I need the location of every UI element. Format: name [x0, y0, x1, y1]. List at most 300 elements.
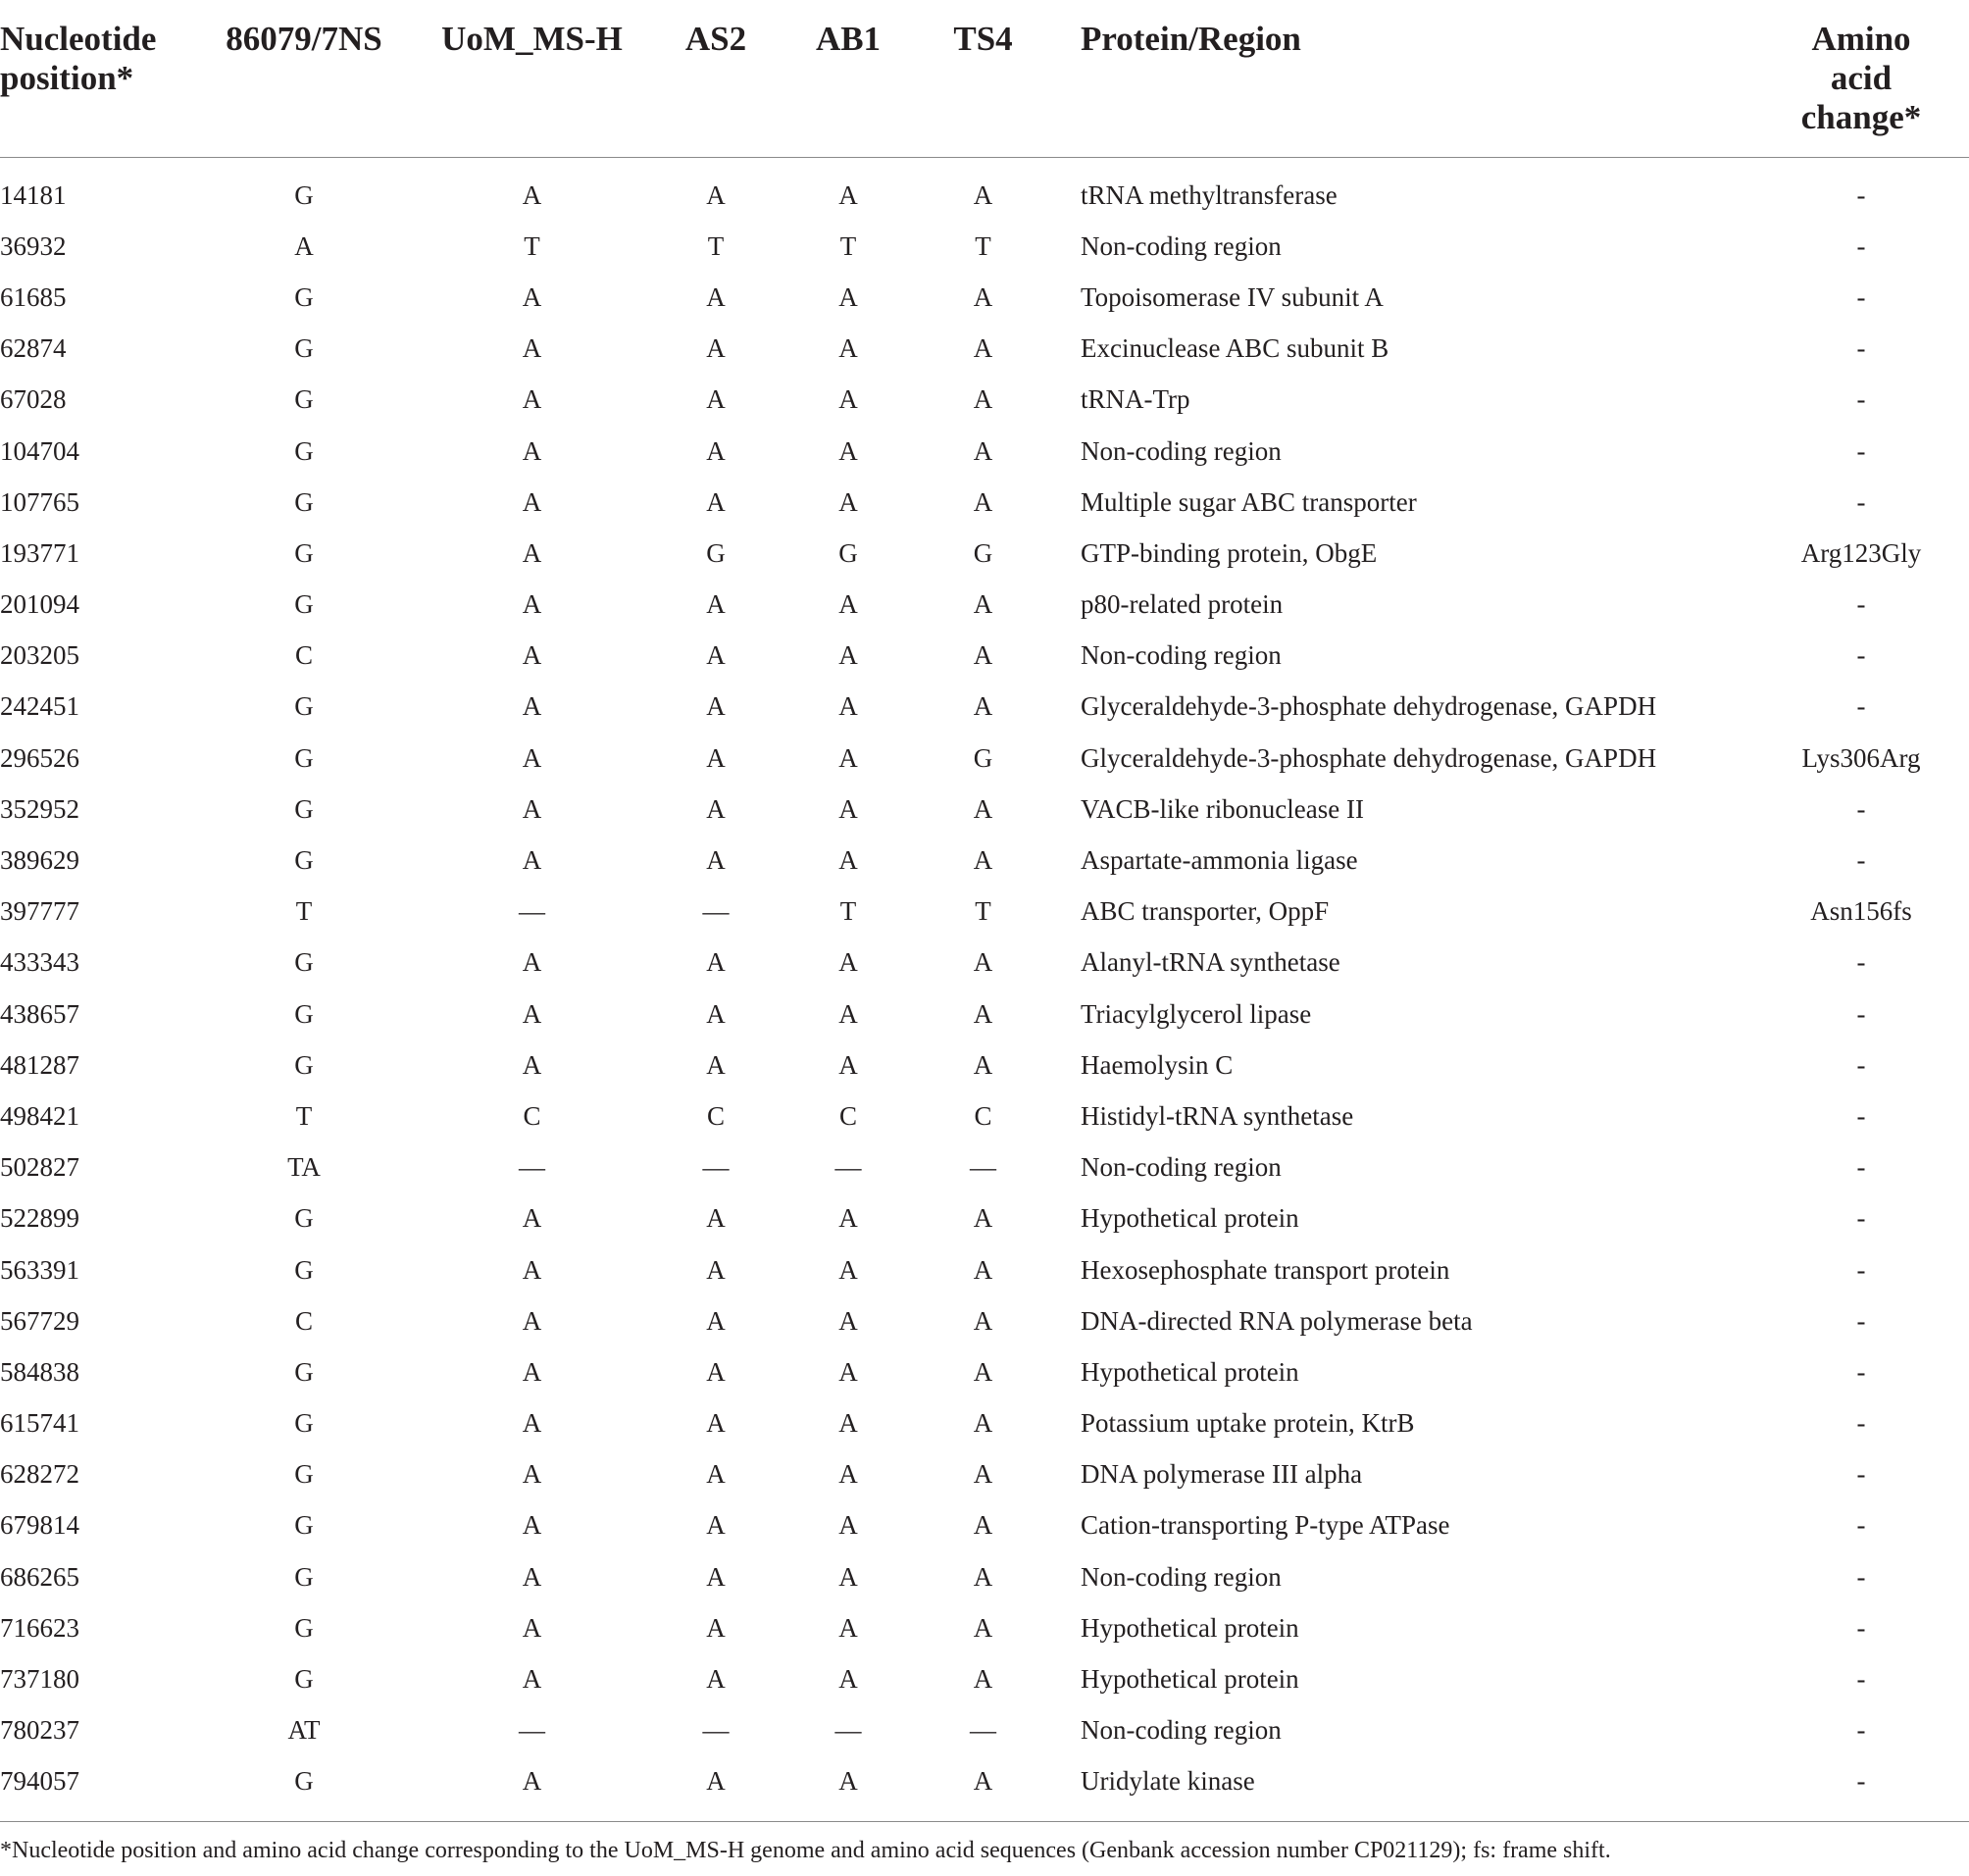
- cell-86079-7ns: C: [294, 640, 313, 671]
- cell-protein-region: Aspartate-ammonia ligase: [1081, 845, 1358, 876]
- cell-amino-acid-change: -: [1856, 1561, 1866, 1592]
- cell-86079-7ns: G: [294, 333, 314, 364]
- table-row: [0, 1193, 1969, 1244]
- table-row: [0, 1346, 1969, 1397]
- cell-ts4: G: [973, 742, 993, 773]
- cell-position: 242451: [0, 691, 79, 722]
- cell-ts4: A: [973, 179, 993, 210]
- table-row: [0, 1756, 1969, 1822]
- cell-ts4: A: [973, 589, 993, 620]
- cell-position: 498421: [0, 1100, 79, 1131]
- cell-as2: A: [706, 1408, 726, 1439]
- cell-86079-7ns: TA: [287, 1152, 321, 1183]
- cell-position: 438657: [0, 998, 79, 1029]
- cell-uom-ms-h: A: [522, 998, 542, 1029]
- cell-86079-7ns: G: [294, 179, 314, 210]
- cell-protein-region: Hypothetical protein: [1081, 1612, 1299, 1643]
- cell-ab1: A: [838, 1510, 858, 1541]
- cell-ts4: A: [973, 1459, 993, 1490]
- table-row: [0, 426, 1969, 477]
- cell-as2: A: [706, 845, 726, 876]
- cell-protein-region: Uridylate kinase: [1059, 1756, 1753, 1822]
- header-as2: AS2: [642, 12, 789, 158]
- cell-protein-region: Hexosephosphate transport protein: [1081, 1254, 1450, 1285]
- table-row: [0, 324, 1969, 375]
- table-row: [0, 1602, 1969, 1653]
- cell-position: 107765: [0, 486, 79, 517]
- cell-uom-ms-h: A: [522, 1561, 542, 1592]
- cell-86079-7ns: G: [294, 1561, 314, 1592]
- table-row: [0, 477, 1969, 528]
- cell-amino-acid-change: -: [1856, 179, 1866, 210]
- cell-ts4: A: [973, 1254, 993, 1285]
- cell-amino-acid-change: -: [1856, 1254, 1866, 1285]
- cell-amino-acid-change: -: [1856, 1715, 1866, 1746]
- cell-amino-acid-change: -: [1856, 793, 1866, 824]
- cell-amino-acid-change: -: [1856, 1203, 1866, 1234]
- cell-as2: A: [706, 1254, 726, 1285]
- cell-ts4: T: [975, 896, 991, 927]
- cell-ab1: A: [838, 1254, 858, 1285]
- cell-uom-ms-h: A: [522, 589, 542, 620]
- cell-position: 67028: [0, 384, 67, 415]
- cell-position: 104704: [0, 435, 79, 466]
- cell-position: 615741: [0, 1408, 79, 1439]
- cell-ts4: A: [973, 486, 993, 517]
- table-row: [0, 784, 1969, 835]
- cell-ts4: A: [973, 1305, 993, 1336]
- header-ts4: TS4: [907, 12, 1059, 158]
- cell-position: 737180: [0, 1664, 79, 1695]
- cell-86079-7ns: A: [294, 230, 314, 261]
- cell-ts4: A: [973, 1408, 993, 1439]
- cell-amino-acid-change: -: [1856, 333, 1866, 364]
- cell-ts4: A: [973, 1510, 993, 1541]
- header-amino-acid-change: Amino acid change*: [1753, 12, 1969, 158]
- snp-table-container: [0, 12, 1969, 1822]
- cell-86079-7ns: G: [186, 1756, 422, 1822]
- cell-as2: A: [706, 1612, 726, 1643]
- table-row: [0, 887, 1969, 938]
- cell-ts4: A: [973, 947, 993, 978]
- cell-ab1: G: [838, 537, 858, 568]
- cell-ab1: A: [838, 435, 858, 466]
- cell-86079-7ns: G: [294, 1203, 314, 1234]
- cell-ab1: A: [838, 1612, 858, 1643]
- cell-as2: —: [702, 1715, 730, 1746]
- header-nucleotide-position: Nucleotide position*: [0, 12, 186, 158]
- cell-protein-region: Glyceraldehyde-3-phosphate dehydrogenase, GAPDH: [1081, 742, 1657, 773]
- cell-amino-acid-change: Lys306Arg: [1801, 742, 1921, 773]
- cell-position: 522899: [0, 1203, 79, 1234]
- table-row: [0, 631, 1969, 682]
- cell-amino-acid-change: -: [1856, 589, 1866, 620]
- table-row: [0, 733, 1969, 784]
- cell-position: 397777: [0, 896, 79, 927]
- cell-86079-7ns: T: [295, 896, 313, 927]
- cell-ab1: T: [839, 896, 857, 927]
- cell-ts4: A: [973, 1356, 993, 1387]
- cell-protein-region: Excinuclease ABC subunit B: [1081, 333, 1389, 364]
- cell-amino-acid-change: -: [1856, 435, 1866, 466]
- cell-uom-ms-h: —: [519, 1715, 545, 1746]
- table-row: [0, 580, 1969, 631]
- cell-amino-acid-change: -: [1856, 1152, 1866, 1183]
- cell-ab1: —: [834, 1152, 862, 1183]
- cell-amino-acid-change: -: [1856, 1356, 1866, 1387]
- cell-uom-ms-h: C: [523, 1100, 541, 1131]
- table-row: [0, 989, 1969, 1039]
- cell-as2: A: [706, 435, 726, 466]
- cell-86079-7ns: C: [294, 1305, 313, 1336]
- cell-as2: A: [706, 1510, 726, 1541]
- cell-as2: A: [706, 793, 726, 824]
- cell-ab1: A: [838, 1664, 858, 1695]
- table-row: [0, 1142, 1969, 1193]
- cell-ts4: A: [973, 998, 993, 1029]
- cell-as2: G: [706, 537, 726, 568]
- cell-position: 14181: [0, 179, 67, 210]
- cell-position: 563391: [0, 1254, 79, 1285]
- cell-position: 780237: [0, 1715, 79, 1746]
- cell-as2: A: [706, 333, 726, 364]
- cell-protein-region: Non-coding region: [1081, 435, 1282, 466]
- cell-ab1: A: [838, 1561, 858, 1592]
- cell-as2: A: [706, 486, 726, 517]
- cell-ts4: A: [973, 845, 993, 876]
- cell-uom-ms-h: T: [524, 230, 540, 261]
- cell-amino-acid-change: -: [1856, 947, 1866, 978]
- cell-uom-ms-h: A: [522, 1612, 542, 1643]
- cell-amino-acid-change: -: [1753, 1756, 1969, 1822]
- cell-ab1: A: [838, 384, 858, 415]
- cell-as2: A: [706, 742, 726, 773]
- cell-uom-ms-h: A: [522, 333, 542, 364]
- cell-protein-region: Haemolysin C: [1081, 1049, 1234, 1080]
- cell-86079-7ns: G: [294, 1510, 314, 1541]
- table-row: [0, 1551, 1969, 1602]
- cell-uom-ms-h: A: [522, 1305, 542, 1336]
- cell-86079-7ns: T: [295, 1100, 313, 1131]
- cell-protein-region: Histidyl-tRNA synthetase: [1081, 1100, 1354, 1131]
- cell-ab1: A: [838, 1459, 858, 1490]
- cell-as2: —: [702, 896, 730, 927]
- cell-amino-acid-change: -: [1856, 486, 1866, 517]
- cell-protein-region: Non-coding region: [1081, 1561, 1282, 1592]
- cell-uom-ms-h: A: [522, 1254, 542, 1285]
- cell-protein-region: ABC transporter, OppF: [1081, 896, 1330, 927]
- cell-amino-acid-change: -: [1856, 1305, 1866, 1336]
- cell-protein-region: tRNA-Trp: [1081, 384, 1190, 415]
- cell-ts4: T: [975, 230, 991, 261]
- cell-protein-region: DNA polymerase III alpha: [1081, 1459, 1363, 1490]
- cell-86079-7ns: G: [294, 1356, 314, 1387]
- cell-ts4: G: [973, 537, 993, 568]
- cell-uom-ms-h: A: [522, 435, 542, 466]
- cell-uom-ms-h: A: [522, 281, 542, 312]
- cell-as2: A: [706, 691, 726, 722]
- cell-position: 716623: [0, 1612, 79, 1643]
- cell-position: 193771: [0, 537, 79, 568]
- table-row: [0, 1653, 1969, 1704]
- cell-86079-7ns: G: [294, 947, 314, 978]
- cell-protein-region: Non-coding region: [1081, 1152, 1282, 1183]
- cell-uom-ms-h: —: [519, 1152, 545, 1183]
- cell-uom-ms-h: A: [522, 640, 542, 671]
- cell-ts4: C: [974, 1100, 992, 1131]
- cell-ts4: A: [973, 1612, 993, 1643]
- cell-uom-ms-h: A: [522, 1408, 542, 1439]
- cell-position: 352952: [0, 793, 79, 824]
- cell-ab1: A: [789, 1756, 907, 1822]
- cell-86079-7ns: G: [294, 1254, 314, 1285]
- cell-position: 502827: [0, 1152, 79, 1183]
- cell-ts4: —: [970, 1715, 996, 1746]
- table-row: [0, 375, 1969, 426]
- cell-ab1: A: [838, 333, 858, 364]
- cell-position: 584838: [0, 1356, 79, 1387]
- cell-position: 203205: [0, 640, 79, 671]
- header-ab1: AB1: [789, 12, 907, 158]
- cell-ab1: C: [838, 1100, 857, 1131]
- cell-protein-region: Topoisomerase IV subunit A: [1081, 281, 1384, 312]
- header-protein-region: Protein/Region: [1059, 12, 1753, 158]
- cell-ab1: T: [839, 230, 857, 261]
- header-uom-ms-h: UoM_MS-H: [422, 12, 642, 158]
- cell-protein-region: Triacylglycerol lipase: [1081, 998, 1312, 1029]
- table-row: [0, 221, 1969, 272]
- cell-ts4: A: [973, 333, 993, 364]
- cell-protein-region: Hypothetical protein: [1081, 1664, 1299, 1695]
- table-row: [0, 272, 1969, 323]
- cell-86079-7ns: G: [294, 1459, 314, 1490]
- header-86079-7ns: 86079/7NS: [186, 12, 422, 158]
- cell-as2: C: [706, 1100, 725, 1131]
- cell-ts4: A: [973, 691, 993, 722]
- cell-position: 36932: [0, 230, 67, 261]
- cell-ts4: A: [973, 1049, 993, 1080]
- cell-uom-ms-h: A: [522, 179, 542, 210]
- cell-position: 433343: [0, 947, 79, 978]
- cell-protein-region: DNA-directed RNA polymerase beta: [1081, 1305, 1473, 1336]
- cell-as2: A: [706, 640, 726, 671]
- cell-ab1: A: [838, 1408, 858, 1439]
- cell-86079-7ns: G: [294, 486, 314, 517]
- cell-uom-ms-h: A: [522, 1203, 542, 1234]
- cell-uom-ms-h: —: [519, 896, 545, 927]
- cell-position: 567729: [0, 1305, 79, 1336]
- cell-amino-acid-change: -: [1856, 1049, 1866, 1080]
- cell-ab1: A: [838, 947, 858, 978]
- cell-ab1: A: [838, 281, 858, 312]
- cell-uom-ms-h: A: [522, 793, 542, 824]
- cell-86079-7ns: G: [294, 742, 314, 773]
- cell-protein-region: tRNA methyltransferase: [1081, 179, 1338, 210]
- snp-table: [0, 12, 1969, 1822]
- cell-uom-ms-h: A: [522, 486, 542, 517]
- cell-uom-ms-h: A: [522, 845, 542, 876]
- cell-ab1: A: [838, 998, 858, 1029]
- cell-86079-7ns: G: [294, 1664, 314, 1695]
- cell-uom-ms-h: A: [422, 1756, 642, 1822]
- table-header: [0, 12, 1969, 158]
- cell-as2: A: [706, 1664, 726, 1695]
- cell-protein-region: VACB-like ribonuclease II: [1081, 793, 1364, 824]
- cell-position: 61685: [0, 281, 67, 312]
- table-row: [0, 1449, 1969, 1500]
- cell-protein-region: Potassium uptake protein, KtrB: [1081, 1408, 1415, 1439]
- table-row: [0, 938, 1969, 989]
- cell-position: 794057: [0, 1756, 186, 1822]
- cell-amino-acid-change: Asn156fs: [1810, 896, 1912, 927]
- cell-amino-acid-change: -: [1856, 1100, 1866, 1131]
- cell-ab1: A: [838, 589, 858, 620]
- cell-ts4: A: [973, 793, 993, 824]
- table-row: [0, 1295, 1969, 1346]
- cell-86079-7ns: G: [294, 1408, 314, 1439]
- table-row: [0, 158, 1969, 222]
- cell-86079-7ns: G: [294, 281, 314, 312]
- cell-uom-ms-h: A: [522, 1459, 542, 1490]
- cell-86079-7ns: G: [294, 998, 314, 1029]
- cell-protein-region: Non-coding region: [1081, 1715, 1282, 1746]
- cell-ab1: A: [838, 640, 858, 671]
- cell-ab1: A: [838, 1356, 858, 1387]
- cell-protein-region: Multiple sugar ABC transporter: [1081, 486, 1417, 517]
- cell-ab1: A: [838, 1203, 858, 1234]
- cell-as2: A: [706, 1356, 726, 1387]
- cell-ts4: A: [973, 640, 993, 671]
- cell-amino-acid-change: -: [1856, 998, 1866, 1029]
- cell-as2: T: [707, 230, 725, 261]
- cell-as2: A: [706, 947, 726, 978]
- cell-uom-ms-h: A: [522, 1664, 542, 1695]
- cell-as2: A: [706, 281, 726, 312]
- cell-ab1: A: [838, 486, 858, 517]
- cell-as2: A: [706, 998, 726, 1029]
- cell-amino-acid-change: -: [1856, 691, 1866, 722]
- cell-as2: A: [706, 1459, 726, 1490]
- cell-ts4: A: [973, 435, 993, 466]
- cell-amino-acid-change: Arg123Gly: [1800, 537, 1922, 568]
- cell-amino-acid-change: -: [1856, 1459, 1866, 1490]
- cell-uom-ms-h: A: [522, 537, 542, 568]
- cell-position: 62874: [0, 333, 67, 364]
- cell-86079-7ns: G: [294, 793, 314, 824]
- table-footnote: *Nucleotide position and amino acid change corresponding to the UoM_MS-H genome and amino acid sequences (Genbank accession number CP021129); fs: frame shift.: [0, 1838, 1611, 1863]
- cell-uom-ms-h: A: [522, 1510, 542, 1541]
- cell-ts4: A: [973, 281, 993, 312]
- cell-86079-7ns: G: [294, 691, 314, 722]
- cell-amino-acid-change: -: [1856, 845, 1866, 876]
- table-row: [0, 1500, 1969, 1551]
- cell-as2: —: [702, 1152, 730, 1183]
- cell-protein-region: Glyceraldehyde-3-phosphate dehydrogenase, GAPDH: [1081, 691, 1657, 722]
- cell-amino-acid-change: -: [1856, 1612, 1866, 1643]
- cell-uom-ms-h: A: [522, 1356, 542, 1387]
- cell-as2: A: [706, 384, 726, 415]
- cell-protein-region: Non-coding region: [1081, 230, 1282, 261]
- cell-protein-region: Cation-transporting P-type ATPase: [1081, 1510, 1450, 1541]
- cell-uom-ms-h: A: [522, 742, 542, 773]
- cell-amino-acid-change: -: [1856, 1510, 1866, 1541]
- cell-as2: A: [642, 1756, 789, 1822]
- table-row: [0, 1039, 1969, 1090]
- cell-ab1: —: [834, 1715, 862, 1746]
- table-row: [0, 1090, 1969, 1141]
- table-row: [0, 835, 1969, 886]
- cell-as2: A: [706, 589, 726, 620]
- cell-position: 201094: [0, 589, 79, 620]
- table-body: [0, 158, 1969, 1822]
- cell-ab1: A: [838, 742, 858, 773]
- table-row: [0, 1705, 1969, 1756]
- cell-uom-ms-h: A: [522, 1049, 542, 1080]
- cell-amino-acid-change: -: [1856, 230, 1866, 261]
- cell-position: 628272: [0, 1459, 79, 1490]
- cell-86079-7ns: G: [294, 435, 314, 466]
- cell-position: 679814: [0, 1510, 79, 1541]
- cell-ts4: A: [973, 1203, 993, 1234]
- cell-ts4: —: [970, 1152, 996, 1183]
- cell-uom-ms-h: A: [522, 691, 542, 722]
- table-row: [0, 682, 1969, 733]
- cell-ts4: A: [973, 1561, 993, 1592]
- cell-86079-7ns: G: [294, 537, 314, 568]
- cell-protein-region: Hypothetical protein: [1081, 1356, 1299, 1387]
- cell-uom-ms-h: A: [522, 947, 542, 978]
- table-row: [0, 528, 1969, 579]
- cell-protein-region: GTP-binding protein, ObgE: [1081, 537, 1378, 568]
- cell-86079-7ns: G: [294, 1612, 314, 1643]
- cell-ts4: A: [973, 1664, 993, 1695]
- cell-amino-acid-change: -: [1856, 384, 1866, 415]
- cell-position: 481287: [0, 1049, 79, 1080]
- cell-ab1: A: [838, 845, 858, 876]
- cell-86079-7ns: G: [294, 845, 314, 876]
- cell-ts4: A: [973, 384, 993, 415]
- cell-amino-acid-change: -: [1856, 1664, 1866, 1695]
- cell-as2: A: [706, 1561, 726, 1592]
- cell-protein-region: Alanyl-tRNA synthetase: [1081, 947, 1340, 978]
- cell-position: 296526: [0, 742, 79, 773]
- cell-86079-7ns: G: [294, 1049, 314, 1080]
- cell-protein-region: p80-related protein: [1081, 589, 1284, 620]
- cell-position: 686265: [0, 1561, 79, 1592]
- cell-ab1: A: [838, 1305, 858, 1336]
- cell-86079-7ns: G: [294, 384, 314, 415]
- cell-as2: A: [706, 1305, 726, 1336]
- cell-86079-7ns: G: [294, 589, 314, 620]
- cell-ab1: A: [838, 1049, 858, 1080]
- cell-as2: A: [706, 1203, 726, 1234]
- cell-ts4: A: [907, 1756, 1059, 1822]
- cell-as2: A: [706, 1049, 726, 1080]
- cell-uom-ms-h: A: [522, 384, 542, 415]
- table-row: [0, 1244, 1969, 1295]
- cell-protein-region: Non-coding region: [1081, 640, 1282, 671]
- cell-amino-acid-change: -: [1856, 1408, 1866, 1439]
- cell-amino-acid-change: -: [1856, 640, 1866, 671]
- cell-amino-acid-change: -: [1856, 281, 1866, 312]
- cell-ab1: A: [838, 179, 858, 210]
- cell-as2: A: [706, 179, 726, 210]
- table-row: [0, 1398, 1969, 1449]
- cell-ab1: A: [838, 691, 858, 722]
- cell-position: 389629: [0, 845, 79, 876]
- cell-protein-region: Hypothetical protein: [1081, 1203, 1299, 1234]
- cell-ab1: A: [838, 793, 858, 824]
